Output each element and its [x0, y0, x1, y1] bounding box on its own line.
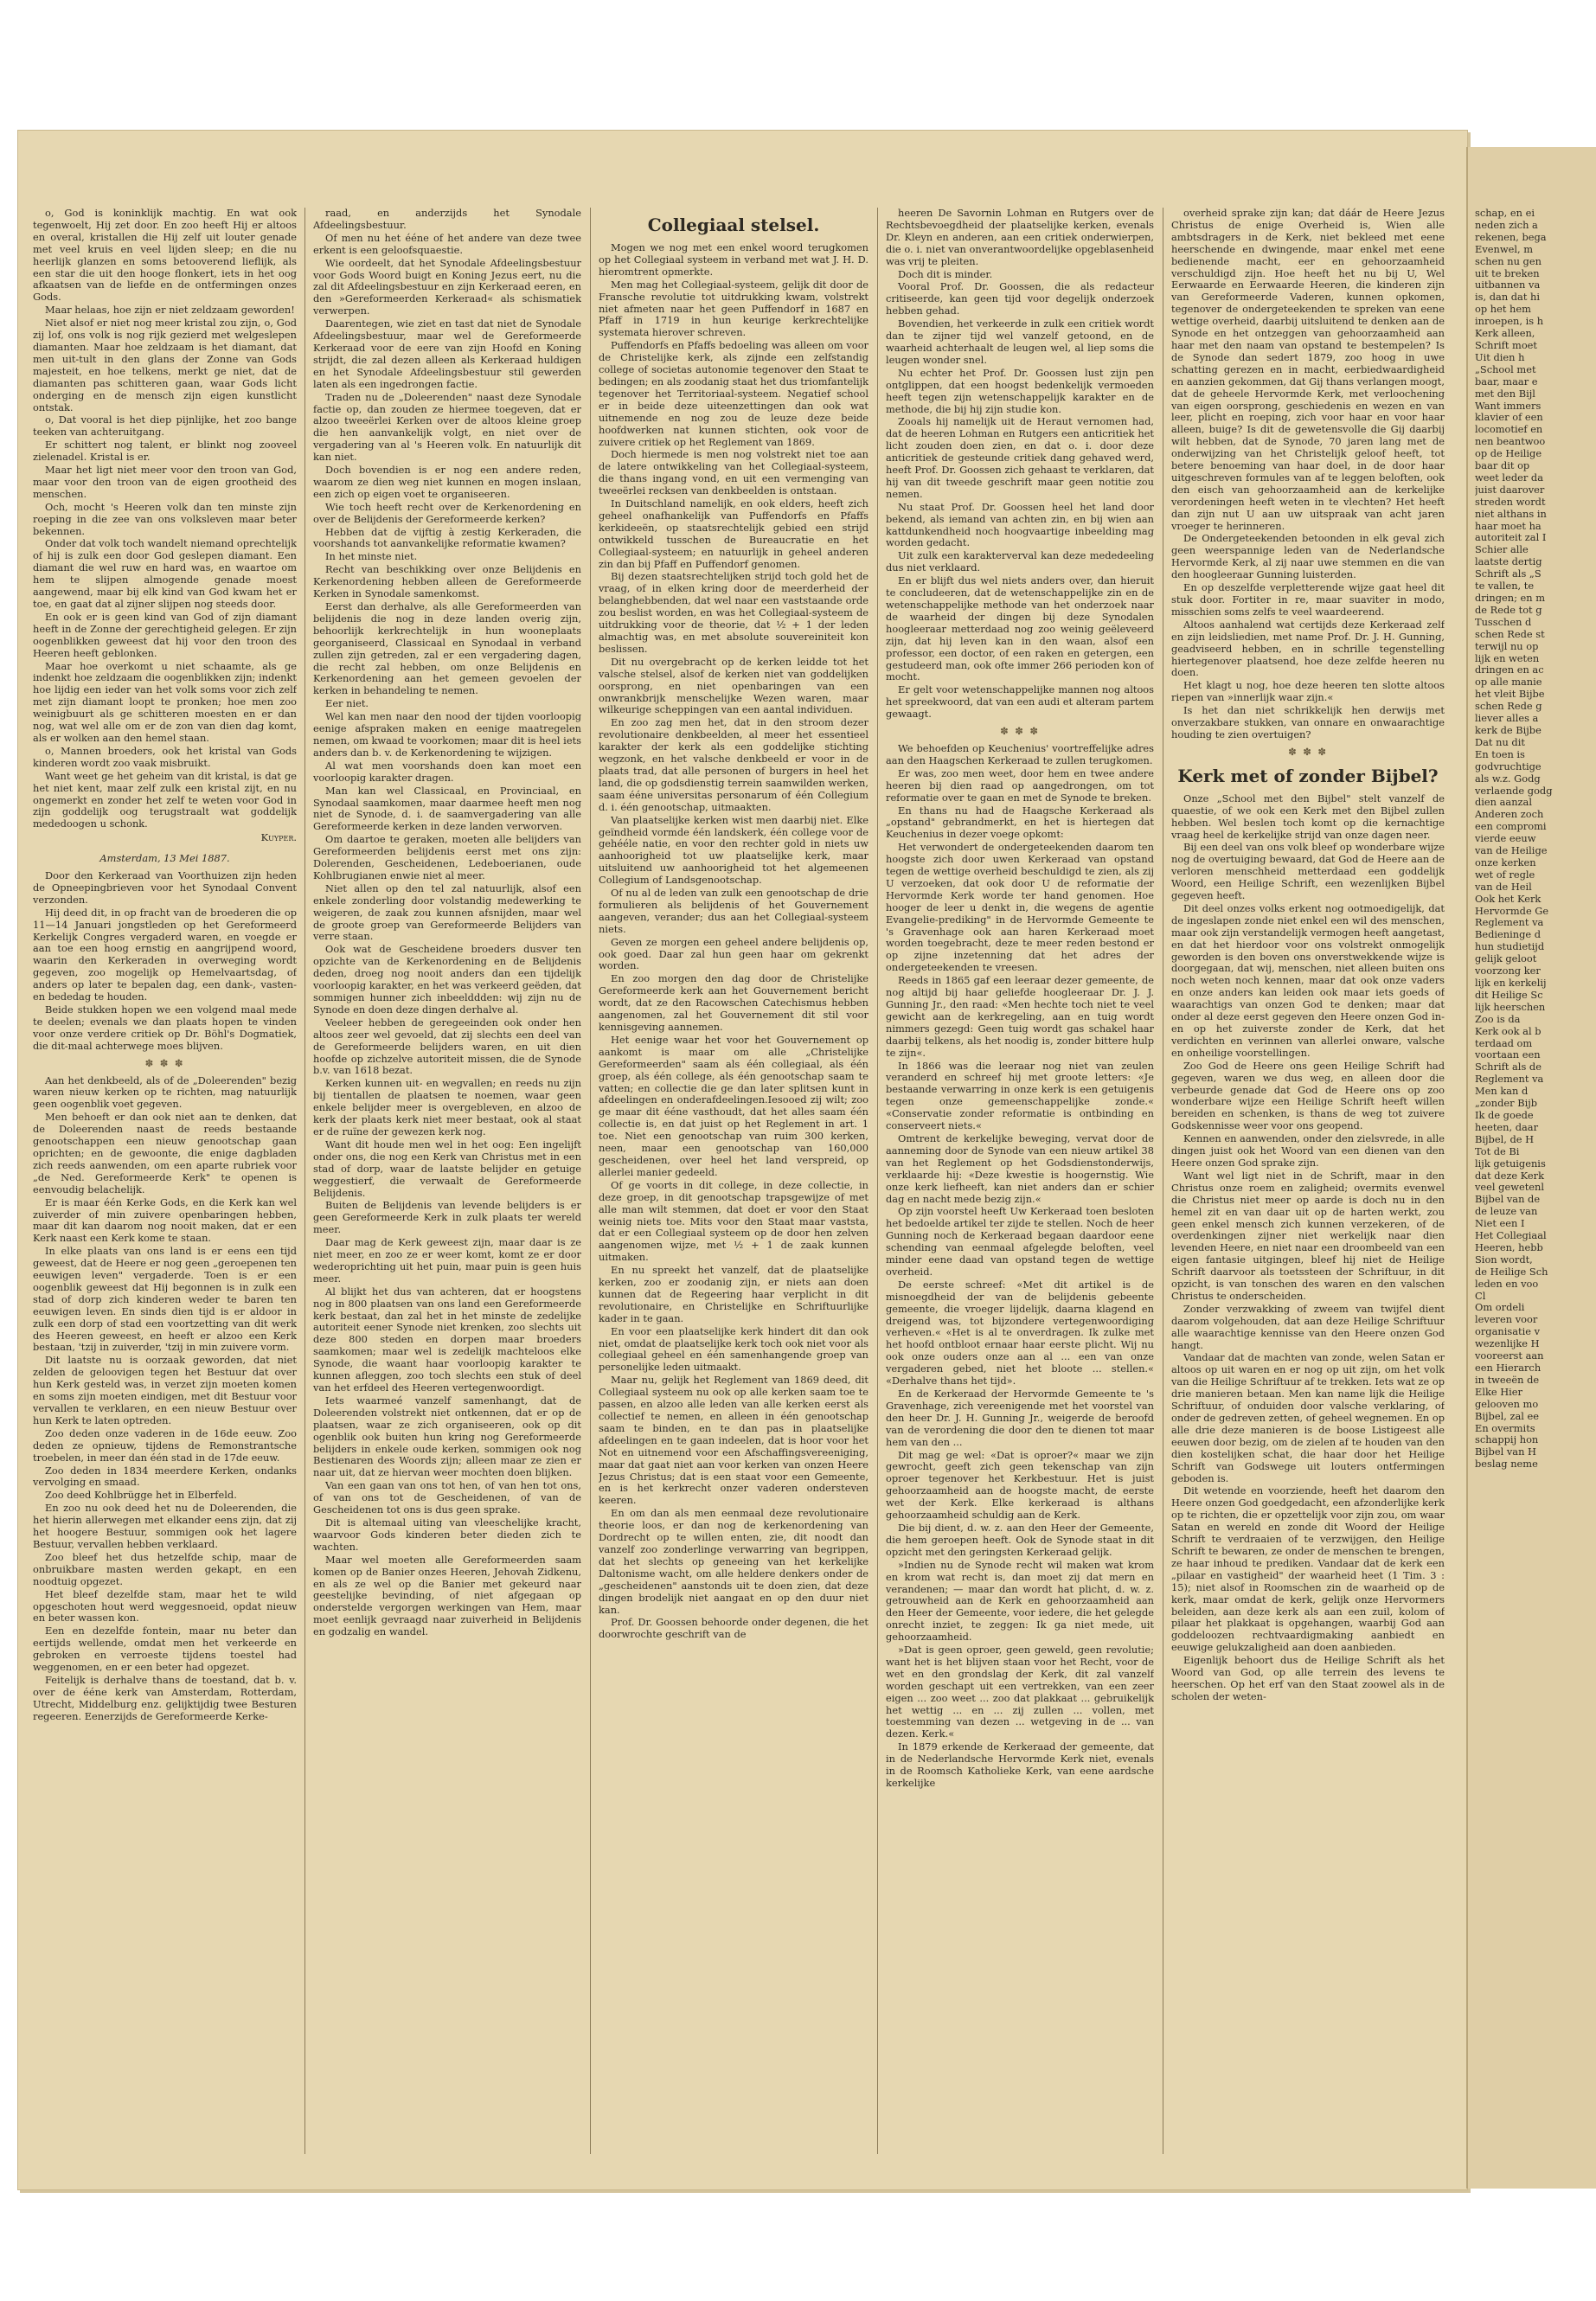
fragment-line: schappij hon — [1475, 1433, 1539, 1446]
fragment-line: Reglement va — [1475, 916, 1544, 929]
paragraph: Uit zulk een karakterverval kan deze mededeeling dus niet verklaard. — [886, 549, 1154, 574]
ornament-divider: ✽ ✽ ✽ — [1000, 725, 1040, 738]
fragment-line: op de Heilige — [1475, 447, 1542, 460]
paragraph: Zoo God de Heere ons geen Heilige Schrift had gegeven, waren we dus weg, en alleen door die verbeurde genade dat God de Heere ons op zoo wonderbare wijze een Heilige Schrift heeft willen bereiden en schenken, is thans de weg tot zuivere Godskennisse weer voor ons geopend. — [1171, 1059, 1445, 1132]
column-rule — [304, 208, 305, 2154]
signature: Kuyper. — [260, 831, 297, 844]
paragraph: Zoo deed Kohlbrügge het in Elberfeld. — [45, 1489, 237, 1502]
paragraph: Kerken kunnen uit- en wegvallen; en reeds nu zijn bij tientallen de plaatsen te noemen, waar geen enkele belijder meer is overgebleven, en alzoo de kerk der plaats kerk niet meer bestaat, ook al staat er de ruïne der gewezen kerk nog. — [313, 1077, 581, 1138]
fragment-line: dat deze Kerk — [1475, 1169, 1544, 1182]
fragment-line: schen Rede st — [1475, 627, 1545, 640]
fragment-line: godvruchtige — [1475, 760, 1542, 772]
paragraph: »Indien nu de Synode recht wil maken wat krom en krom wat recht is, dan moet zij dat mern en verandenen; — maar dan wordt hat plicht, d. w. z. getrouwheid aan de Kerk en gehoorzaamheid aan den Heer der Gemeente, voor iedere, die het gelegde onrecht inziet, te zeggen: Ik ga niet mede, uit gehoorzaamheid. — [886, 1558, 1154, 1644]
paragraph: Een en dezelfde fontein, maar nu beter dan eertijds wellende, omdat men het verkeerde en gebroken en verroeste tijdens toestel had weggenomen, en er een beter had opgezet. — [33, 1625, 297, 1674]
paragraph: Maar helaas, hoe zijn er niet zeldzaam geworden! — [45, 304, 295, 317]
paragraph: raad, en anderzijds het Synodale Afdeelingsbestuur. — [313, 208, 581, 231]
fragment-line: Cl — [1475, 1289, 1486, 1302]
fragment-line: hun studietijd — [1475, 940, 1545, 953]
paragraph: Geven ze morgen een geheel andere belijdenis op, ook goed. Daar zal hun geen haar om gekrenkt worden. — [599, 935, 869, 972]
paragraph: Door den Kerkeraad van Voorthuizen zijn heden de Opneepingbrieven voor het Synodaal Convent verzonden. — [33, 869, 297, 906]
fragment-line: Kerk ook al b — [1475, 1024, 1542, 1037]
fragment-line: lijk heerschen — [1475, 1000, 1546, 1013]
paragraph: Van een gaan van ons tot hen, of van hen tot ons, of van ons tot de Gescheidenen, of van de Gescheidenen tot ons is dus geen sprake. — [313, 1479, 581, 1516]
fragment-line: de Rede tot g — [1475, 603, 1542, 616]
fragment-line: op het hem — [1475, 303, 1531, 316]
paragraph: o, God is koninklijk machtig. En wat ook tegenwoelt, Hij zet door. En zoo heeft Hij er altoos en overal, kristallen die Hij zelf uit louter genade met veel kruis en veel lijden sleep; en die nu heerlijk glanzen en soms betooverend lieflijk, als een star die uit den hooge flonkert, iets in het oog afkaatsen van de liefde en de ontfermingen onzes Gods. — [33, 208, 297, 304]
paragraph: Want wel ligt niet in de Schrift, maar in den Christus onze roem en zaligheid; overmits evenwel die Christus niet meer op aarde is doch nu in den hemel zit en van daar uit op de harten werkt, zou geen enkel mensch zich kunnen verzekeren, of de overdenkingen zijner niet werkelijk naar dien levenden Heere, en niet naar een droombeeld van een eigen fantasie uitgingen, bleef hij niet de Heilige Schrift daarvoor als toetssteen der Schriftuur, in dit opzicht, is van tonschen des waren en den valschen Christus te onderscheiden. — [1171, 1169, 1445, 1302]
fragment-line: verlaende godg — [1475, 784, 1553, 797]
fragment-line: voortaan een — [1475, 1048, 1541, 1061]
fragment-line: uitbannen va — [1475, 279, 1541, 292]
fragment-line: als w.z. Godg — [1475, 772, 1541, 785]
fragment-line: lijk en kerkelij — [1475, 977, 1547, 989]
paragraph: Of men nu het ééne of het andere van deze twee erkent is een geloofsquaestie. — [313, 231, 581, 256]
paragraph: Beide stukken hopen we een volgend maal mede te deelen; evenals we dan plaats hopen te vinden voor onze verdere critiek op Dr. Böhl's Dogmatiek, die dit-maal achterwege moes blijven. — [33, 1003, 297, 1052]
paragraph: In Duitschland namelijk, en ook elders, heeft zich geheel onafhankelijk van Puffendorfs en Pfaffs kerkideeën, op staatsrechtelijk gebied een strijd ontwikkeld tusschen de Bureaucratie en het Collegiaal-systeem; en natuurlijk in geheel anderen zin dan bij Pfaff en Puffendorf genomen. — [599, 497, 869, 570]
fragment-line: locomotief en — [1475, 423, 1543, 436]
paragraph: Dit wetende en voorziende, heeft het daarom den Heere onzen God goedgedacht, een afzonderlijke kerk op te richten, die er opzettelijk voor zijn zou, om waar Satan en wereld en zonde dit Woord der Heilige Schrift te verdraaien of te verzwijgen, den Heilige Schrift te bewaren, ze onder de menschen te brengen, ze haar inhoud te prediken. Vandaar dat de kerk een „pilaar en vastigheid" der waarheid heet (1 Tim. 3 : 15); niet alsof in Roomschen zin de waarheid op de kerk, maar omdat de kerk, gelijk onze Hervormers beleiden, aan deze kerk als aan een zuil, kolom of pilaar het plakkaat is opgehangen, waarbij God aan goddeloozen rechtvaardigmaking aanbiedt en eeuwige gelukzaligheid aan doen aanbieden. — [1171, 1484, 1445, 1654]
fragment-line: neden zich a — [1475, 218, 1538, 231]
fragment-line: vierde eeuw — [1475, 832, 1536, 845]
paragraph: We behoefden op Keuchenius' voortreffelijke adres aan den Haagschen Kerkeraad te zullen terugkomen. — [886, 741, 1154, 766]
paragraph: Bovendien, het verkeerde in zulk een critiek wordt dan te zijner tijd wel vanzelf getoond, en de waarheid achterhaalt de leugen wel, al liep soms die leugen wonder snel. — [886, 317, 1154, 366]
fragment-line: beslag neme — [1475, 1458, 1538, 1471]
paragraph: Niet alsof er niet nog meer kristal zou zijn, o, God zij lof, ons volk is nog rijk gezierd met welgeslepen diamanten. Maar hoe zeldzaam is het diamant, dat men uit-tult in den glans der Zonne van Gods majesteit, en hoe telkens, merkt ge niet, dat de diamanten pas schitteren gaan, waar Gods licht onderging en de mensch zijn eigen kunstlicht ontstak. — [33, 317, 297, 413]
paragraph: Bij dezen staatsrechtelijken strijd toch gold het de vraag, of in elken kring door de meerderheid der belanghebbenden, dat wel naar een vaststaande orde zou beslist worden, en was het Collegiaal-systeem de uitdrukking voor de theorie, dat ¹⁄₂ + 1 der leden almachtig was, en met absolute souvereiniteit kon beslissen. — [599, 570, 869, 655]
fragment-line: kerk de Bijbe — [1475, 723, 1542, 736]
paragraph: Maar het ligt niet meer voor den troon van God, maar voor den troon van de eigen grootheid des menschen. — [33, 464, 297, 500]
paragraph: heeren De Savornin Lohman en Rutgers over de Rechtsbevoegdheid der plaatselijke kerken, evenals Dr. Kleyn en anderen, aan een critiek onderwierpen, die o. i. niet van onverantwoordelijke opgeblasenheid was vrij te pleiten. — [886, 208, 1154, 267]
fragment-line: baar, maar e — [1475, 375, 1538, 388]
fragment-line: wezenlijke H — [1475, 1337, 1540, 1350]
paragraph: En voor een plaatselijke kerk hindert dit dan ook niet, omdat de plaatselijke kerk toch ook niet voor als collegiaal geheel en één samenhangende groep van personelijke leden uitmaakt. — [599, 1324, 869, 1374]
fragment-line: dringen; en m — [1475, 592, 1546, 604]
paragraph: Wie toch heeft recht over de Kerkenordening en over de Belijdenis der Gereformeerde kerken? — [313, 500, 581, 525]
fragment-line: liever alles a — [1475, 712, 1539, 725]
fragment-line: organisatie v — [1475, 1325, 1541, 1338]
fragment-line: het vleit Bijbe — [1475, 688, 1545, 701]
paragraph: Recht van beschikking over onze Belijdenis en Kerkenordening hebben alleen de Gereformeerde Kerken in Synodale samenkomst. — [313, 563, 581, 600]
fragment-line: haar moet ha — [1475, 519, 1542, 532]
fragment-line: dien aanzal — [1475, 796, 1532, 809]
paragraph: Het klagt u nog, hoe deze heeren ten slotte altoos riepen van »innerlijk waar zijn.« — [1171, 679, 1445, 704]
right-page-fragment — [1475, 208, 1594, 2154]
fragment-line: Kerk alleen, — [1475, 327, 1535, 340]
paragraph: Altoos aanhalend wat certijds deze Kerkeraad zelf en zijn leidsliedien, met name Prof. Dr. J. H. Gunning, geadviseerd hebben, en in schrille tegenstelling hiertegenover plaatsend, hoe deze zelfde heeren nu doen. — [1171, 618, 1445, 679]
paragraph: Het bleef dezelfde stam, maar het te wild opgeschoten hout werd weggesnoeid, opdat nieuw en beter wassen kon. — [33, 1587, 297, 1625]
paragraph: De Ondergeteekenden betoonden in elk geval zich geen weerspannige leden van de Nederlandsche Hervormde Kerk, al zij naar uwe stemmen en die van den hoogleeraar Gunning luisterden. — [1171, 532, 1445, 581]
paragraph: Aan het denkbeeld, als of de „Doleerenden" bezig waren nieuw kerken op te richten, mag natuurlijk geen oogenblik voet gegeven. — [33, 1074, 297, 1111]
fragment-line: Want immers — [1475, 399, 1542, 412]
ornament-divider: ✽ ✽ ✽ — [1288, 745, 1328, 758]
fragment-line: een Hierarch — [1475, 1362, 1542, 1374]
fragment-line: Bijbel, zal ee — [1475, 1409, 1540, 1422]
paragraph: Er schittert nog talent, er blinkt nog zooveel zielenadel. Kristal is er. — [33, 439, 297, 464]
paragraph: En zoo zag men het, dat in den stroom dezer revolutionaire denkbeelden, al meer het essentieel karakter der kerk als een goddelijke stichting wegzonk, en het valsche denkbeeld er voor in de plaats trad, dat alle personen of burgers in heel het land, die op godsdienstig terrein saamwilden werken, saam ééne universitas personarum of één Collegium d. i. één genootschap, uitmaakten. — [599, 716, 869, 813]
paragraph: Traden nu de „Doleerenden" naast deze Synodale factie op, dan zouden ze hiermee toegeven, dat er alzoo tweeërlei Kerken over de altoos kleine groep die hen aanvankelijk volgt, en niet over de vergadering van al 's Heeren volk. En natuurlijk dit kan niet. — [313, 390, 581, 464]
paragraph: Is het dan niet schrikkelijk hen derwijs met onverzakbare stukken, van onnare en onwaarachtige houding te zien overtuigen? — [1171, 704, 1445, 740]
paragraph: Zoo bleef het dus hetzelfde schip, maar de onbruikbare masten werden gekapt, en een noodtuig opgezet. — [33, 1550, 297, 1587]
fragment-line: schap, en ei — [1475, 208, 1535, 219]
text-column-3 — [599, 208, 869, 2158]
paragraph: In 1879 erkende de Kerkeraad der gemeente, dat in de Nederlandsche Hervormde Kerk niet, evenals in de Roomsch Katholieke Kerk, van eene aardsche kerkelijke — [886, 1740, 1154, 1789]
paragraph: Hij deed dit, in op fracht van de broederen die op 11—14 Januari jongstleden op het Gereformeerd Kerkelijk Congres vergaderd waren, en voegde er aan toe een hoog ernstig en aangrijpend woord, waarin den Kerkeraden in overweging wordt gegeven, zoo mogelijk op Hemelvaartsdag, of anders op later te bepalen dag, een dank-, vasten- en bededag te houden. — [33, 906, 297, 1003]
paragraph: In 1866 was die leeraar nog niet van zeulen veranderd en schreef hij met groote letters: «Je bestaande verwarring in onze kerk is een getuigenis tegen onze gemeenschappelijke zonde.« «Conservatie zonder reformatie is ontbinding en conserveert niets.« — [886, 1059, 1154, 1132]
fragment-line: Ik de goede — [1475, 1108, 1534, 1121]
paragraph: Het eenige waar het voor het Gouvernement op aankomt is maar om alle „Christelijke Gereformeerden" saam als één collegiaal, als één groep, als één college, als één genootschap saam te vatten; en collectie die ge dan later splitsen kunt in afdeelingen en onderafdeelingen.Iesooed zij wilt; zoo ge maar dit ééne vasthoudt, dat het alles saam één collectie is, en dat juist op het Reglement in art. 1 toe. Niet een genootschap van ruim 300 kerken, neen, maar een genootschap van 160,000 gescheidenen, over heel het land verspreid, op allerlei manier gedeeld. — [599, 1033, 869, 1178]
fragment-line: is, dan dat hi — [1475, 291, 1541, 304]
fragment-line: Bedieninge d — [1475, 928, 1542, 941]
fragment-line: Evenwel, m — [1475, 242, 1534, 255]
fragment-line: de leuze van — [1475, 1205, 1538, 1218]
fragment-line: te vallen, te — [1475, 580, 1535, 593]
fragment-line: rekenen, bega — [1475, 230, 1547, 243]
fragment-line: veel gewetenl — [1475, 1181, 1545, 1194]
paragraph: Dit nu overgebracht op de kerken leidde tot het valsche stelsel, alsof de kerken niet van goddelijken oorsprong, en niet openbaringen van een onwrankbrijk menschelijke Wezen waren, maar wilkeurige scheppingen van een aantal individuen. — [599, 655, 869, 716]
fragment-line: klavier of een — [1475, 411, 1543, 424]
paragraph: Doch bovendien is er nog een andere reden, waarom ze dien weg niet kunnen en mogen inslaan, een zich op eigen voet te organiseeren. — [313, 464, 581, 500]
paragraph: In het minste niet. — [325, 550, 418, 563]
paragraph: Maar hoe overkomt u niet schaamte, als ge indenkt hoe zeldzaam die oogenblikken zijn; indenkt hoe lijdig een ieder van het volk soms voor zich zelf met zijn diamant loopt te pronken; hoe men zoo weinigbuurt als ge schitteren moesten en er dan nog, wat wel alle om er de zon van dien dag komt, als er wolken aan den hemel staan. — [33, 659, 297, 744]
paragraph: En nu spreekt het vanzelf, dat de plaatselijke kerken, zoo er zoodanig zijn, er niets aan doen kunnen dat de Regeering haar verplicht in dit revolutionaire, en Christelijke en Schriftuurlijke kader in te gaan. — [599, 1264, 869, 1324]
fragment-line: weet leder da — [1475, 471, 1543, 484]
fragment-line: Om ordeli — [1475, 1301, 1525, 1314]
fragment-line: Schrift als de — [1475, 1061, 1542, 1074]
fragment-line: de Heilige Sch — [1475, 1265, 1548, 1278]
fragment-line: van de Heil — [1475, 880, 1532, 893]
fragment-line: Schier alle — [1475, 543, 1529, 556]
fragment-line: Uit dien h — [1475, 350, 1525, 363]
fragment-line: Sion wordt, — [1475, 1253, 1533, 1266]
paragraph: Om daartoe te geraken, moeten alle belijders van Gereformeerden belijdenis eerst met ons zijn: Dolerenden, Gescheidenen, Ledeboerianen, oude Kohlbrugianen enwie niet al meer. — [313, 833, 581, 881]
paragraph: Vooral Prof. Dr. Goossen, die als redacteur critiseerde, kan geen tijd voor degelijk onderzoek hebben gehad. — [886, 280, 1154, 317]
paragraph: Zooals hij namelijk uit de Heraut vernomen had, dat de heeren Lohman en Rutgers een anticritiek het licht zouden doen zien, en dat o. i. door deze anticritiek de gesteunde critiek dang gehaved werd, heeft Prof. Dr. Goossen zich gehaast te verklaren, dat hij van dit tweede geschrift maar geen notitie zou nemen. — [886, 415, 1154, 500]
paragraph: o, Mannen broeders, ook het kristal van Gods kinderen wordt zoo vaak misbruikt. — [33, 744, 297, 769]
fragment-line: Dat nu dit — [1475, 735, 1525, 748]
fragment-line: leveren voor — [1475, 1313, 1538, 1326]
fragment-line: uit te breken — [1475, 266, 1540, 279]
paragraph: Veeleer hebben de geregeeinden ook onder hen altoos zeer wel gevoeld, dat zij slechts een deel van de Gereformeerde belijders waren, en uit dien hoofde op zichzelve autoriteit missen, die de Synode b.v. van 1618 bezat. — [313, 1016, 581, 1077]
fragment-line: een compromi — [1475, 820, 1547, 833]
fragment-line: Bijbel, de H — [1475, 1132, 1535, 1145]
paragraph: Onder dat volk toch wandelt niemand oprechtelijk of hij is zulk een door God geslepen diamant. Een diamant die wel ruw en hard was, en waartoe om hem te slijpen almogende genade moest aangewend, maar bij elk kind van God kwam het er toe, en gaat dat al zijner slijpen nog steeds door. — [33, 537, 297, 610]
paragraph: Al wat men voorshands doen kan moet een voorloopig karakter dragen. — [313, 759, 581, 784]
paragraph: Die bij dient, d. w. z. aan den Heer der Gemeente, die hem geroepen heeft. Ook de Synode staat in dit opzicht met den geringsten Kerkeraad gelijk. — [886, 1521, 1154, 1558]
fragment-line: laatste dertig — [1475, 555, 1542, 568]
paragraph: »Dat is geen oproer, geen geweld, geen revolutie; want het is het blijven staan voor het Recht, voor de wet en den grondslag der Kerk, dit zal vanzelf worden geschapt uit een vertrekken, van een zeer eigen ... zoo weet ... zoo dat plakkaat ... gebruikelijk het wettig ... en ... zij zullen ... vollen, met toestemming van dezen ... wetgeving in de ... van dezen. Kerk.« — [886, 1644, 1154, 1740]
fragment-line: En overmits — [1475, 1421, 1535, 1434]
paragraph: Bij een deel van ons volk bleef op wonderbare wijze nog de overtuiging bewaard, dat God de Heere aan de verloren menschheid metterdaad een goddelijk Woord, een Heilige Schrift, een wezenlijken Bijbel gegeven heeft. — [1171, 841, 1445, 902]
paragraph: Iets waarmeé vanzelf samenhangt, dat de Doleerenden volstrekt niet ontkennen, dat er op de plaatsen, waar ze zich organiseeren, ook op dit ogenblik ook buiten hun kring nog Gereformeerde belijders in enkele oude kerken, sommigen ook nog Bestienaren des Woords zijn; alleen maar ze zien er naar uit, dat ze hiervan weer mochten doen blijken. — [313, 1394, 581, 1479]
ornament-divider: ✽ ✽ ✽ — [144, 1056, 185, 1069]
dateline: Amsterdam, 13 Mei 1887. — [99, 852, 230, 865]
paragraph: Wie oordeelt, dat het Synodale Afdeelingsbestuur voor Gods Woord buigt en Koning Jezus eert, nu die zal dit Afdeelingsbestuur en zijn Kerkeraad eeren, en den »Gereformeerden Kerkeraad« als schismatiek verwerpen. — [313, 256, 581, 317]
fragment-line: schen nu gen — [1475, 254, 1542, 267]
fragment-line: Reglement va — [1475, 1073, 1544, 1086]
paragraph: Doch dit is minder. — [898, 267, 993, 280]
fragment-line: Heeren, hebb — [1475, 1240, 1543, 1253]
paragraph: Kennen en aanwenden, onder den zielsvrede, in alle dingen juist ook het Woord van een dienen van den Heere onzen God sprake zijn. — [1171, 1132, 1445, 1169]
section-heading: Collegiaal stelsel. — [647, 215, 820, 235]
paragraph: Nu echter het Prof. Dr. Goossen lust zijn pen ontglippen, dat een hoogst bedenkelijk vermoeden heeft tegen zijn wetenschappelijk karakter en de methode, die bij hij zijn studie kon. — [886, 366, 1154, 415]
fragment-line: lijk en weten — [1475, 651, 1540, 664]
paragraph: Van plaatselijke kerken wist men daarbij niet. Elke geïndheid vormde één landskerk, één college voor de gehééle natie, en voor den rechter gold in niets uw aanhoorigheid tot uw plaatselijke kerk, maar uitsluitend uw aanhoorigheid tot het algemeenen Collegium of Landsgenootschap. — [599, 813, 869, 887]
fragment-line: dit Heilige Sc — [1475, 988, 1543, 1001]
column-rule — [877, 208, 878, 2154]
paragraph: Buiten de Belijdenis van levende belijders is er geen Gereformeerde Kerk in zulk plaats ter wereld meer. — [313, 1199, 581, 1236]
fragment-line: baar dit op — [1475, 459, 1530, 472]
fragment-line: Zoo is da — [1475, 1012, 1521, 1025]
fragment-line: schen Rede g — [1475, 700, 1542, 713]
fragment-line: juist daarover — [1475, 483, 1545, 496]
fragment-line: met den Bijl — [1475, 387, 1535, 400]
fragment-line: Schrift als „S — [1475, 567, 1542, 580]
fragment-line: lijk getuigenis — [1475, 1157, 1546, 1170]
paragraph: Op zijn voorstel heeft Uw Kerkeraad toen besloten het bedoelde artikel ter zijde te stellen. Noch de heer Gunning noch de Kerkeraad begaan daardoor eene schending van eenmaal afgelegde beloften, veel minder eene daad van opstand tegen de wettige overheid. — [886, 1205, 1154, 1278]
fragment-line: vooreerst aan — [1475, 1349, 1544, 1362]
fragment-line: onze kerken — [1475, 856, 1536, 868]
paragraph: overheid sprake zijn kan; dat dáár de Heere Jezus Christus de enige Overheid is, Wien alle ambtsdragers in de Kerk, niet bekleed met eene heerschende en dwingende, maar enkel met eene bedienende macht, eer en gehoorzaamheid verschuldigd zijn. Hoe heeft het nu bij U, Wel Eerwaarde en Eerwaarde Heeren, die kinderen zijn van Gereformeerde Vaderen, kunnen opkomen, tegenover de ondergeteekenden te spreken van eene wettige overheid, daarbij uitsluitend te denken aan de Synode en het ontzeggen van gehoorzaamheid aan haar met den naam van opstand te bestempelen? Is de Synode dan sedert 1879, zoo hoog in uwe schatting gerezen en in macht, eerbiedwaardigheid en aanzien gekommen, dat Gij thans verlangen moogt, dat de geheele Hervormde Kerk, met verloochening van eigen oorsprong, geschiedenis en wezen en van leer, plicht en roeping, zich voor haar en voor haar alleen, buige? Is dit de gewetensvolle die Gij daarbij wilt hebben, dat de Synode, 70 jaren lang met de onderwijzing van het Christelijk geloof heeft, tot betere benoeming van haar doel, in de door haar uitgeschreven formules van af te leggen beloften, ook den eisch van gehoorzaamheid aan de kerkelijke verordeningen heeft weten in te vlechten? Het heeft dan zijn nut U aan uw uitspraak van acht jaren vroeger te herinneren. — [1171, 208, 1445, 532]
paragraph: En op deszelfde verpletterende wijze gaat heel dit stuk door. Fortiter in re, maar suaviter in modo, misschien soms zelfs te veel waardeerend. — [1171, 581, 1445, 618]
paragraph: Prof. Dr. Goossen behoorde onder degenen, die het doorwrochte geschrift van de — [599, 1616, 869, 1641]
paragraph: Reeds in 1865 gaf een leeraar dezer gemeente, de nog altijd bij haar geliefde hoogleeraar Dr. J. J. Gunning Jr., den raad: «Men hechte toch niet te veel gewicht aan de kerkregeling, aan en tuig wordt nimmers gezegd: Geen tuig wordt gas schakel haar daarbij telkens, als het noodig is, zonder bittere hulp te zijn«. — [886, 974, 1154, 1059]
fragment-line: dringen en ac — [1475, 663, 1544, 676]
paragraph: Niet allen op den tel zal natuurlijk, alsof een enkele zonderling door volstandig medewerking te weigeren, de zaak zou kunnen afsnijden, maar wel de groote groep van Gereformeerde Belijders van verre staan. — [313, 881, 581, 943]
fragment-line: leden en voo — [1475, 1277, 1539, 1290]
paragraph: Daar mag de Kerk geweest zijn, maar daar is ze niet meer, en zoo ze er weer komt, komt ze er door wederoprichting uit het puin, maar puin is geen huis meer. — [313, 1236, 581, 1285]
paragraph: Maar nu, gelijk het Reglement van 1869 deed, dit Collegiaal systeem nu ook op alle kerken saam toe te passen, en alzoo alle leden van alle kerken eerst als collectief te nemen, en alleen in één genootschap saam te binden, en te dan pas in plaatselijke afdeelingen en te gaan indeelen, dat is hoor voor het Not en uitnemend voor een Afschaffingsvereeniging, maar dat gaat niet aan voor kerken van onzen Heere Jezus Christus; dat is een staat voor een Gemeente, en is het kerkrecht onzer vaderen ondersteven keeren. — [599, 1374, 869, 1507]
paragraph: En zoo nu ook deed het nu de Doleerenden, die het hierin allerwegen met elkander eens zijn, dat zij het hoogere Bestuur, sommigen ook het lagere Bestuur, vervallen hebben verklaard. — [33, 1502, 297, 1550]
paragraph: Eigenlijk behoort dus de Heilige Schrift als het Woord van God, op alle terrein des levens te heerschen. Op het erf van den Staat zoowel als in de scholen der weten- — [1171, 1654, 1445, 1702]
paragraph: Onze „School met den Bijbel" stelt vanzelf de quaestie, of we ook een Kerk met den Bijbel zullen hebben. Wel beslen toch komt op die kernachtige vraag heel de kerkelijke strijd van onze dagen neer. — [1171, 792, 1445, 841]
fragment-line: gelijk geloot — [1475, 952, 1537, 965]
paragraph: o, Dat vooral is het diep pijnlijke, het zoo bange teeken van achteruitgang. — [33, 413, 297, 439]
fragment-line: gelooven mo — [1475, 1397, 1539, 1410]
fragment-line: „zonder Bijb — [1475, 1097, 1538, 1110]
paragraph: Of nu al de leden van zulk een genootschap de drie formulieren als belijdenis of het Gouvernement aangeven, verander; dus aan het Collegiaal-systeem niets. — [599, 887, 869, 935]
paragraph: En er blijft dus wel niets anders over, dan hieruit te concludeeren, dat de wetenschappelijke zin en de wetenschappelijke methode van het onderzoek naar de waarheid der dingen bij deze Synodalen hoogleeraar metterdaad nog zoo weinig geëleveerd zijn, dat hij leven kan in den waan, alsof een professor, een doctor, of een raken en getergen, een gestudeerd man, ook ofte immer 266 perioden kon of mocht. — [886, 574, 1154, 683]
paragraph: Dit laatste nu is oorzaak geworden, dat niet zelden de geloovigen tegen het Bestuur dat over hun Kerk gesteld was, in verzet zijn moeten komen en soms zijn moeten eindigen, met dit Bestuur voor vervallen te verklaren, en een nieuw Bestuur over hun Kerk te laten optreden. — [33, 1354, 297, 1426]
paragraph: En de Kerkeraad der Hervormde Gemeente te 's Gravenhage, zich vereenigende met het voorstel van den heer Dr. J. H. Gunning Jr., weigerde de beroofd van de verordening die door den te dienen tot maar hem van den ... — [886, 1388, 1154, 1448]
paragraph: Eerst dan derhalve, als alle Gereformeerden van belijdenis die nog in deze landen overig zijn, behoorlijk kerkrechtelijk in hun wooneplaats georganiseerd, Classicaal en Synodaal in verband zullen zijn getreden, zal er een vergadering dagen, die recht zal hebben, om onze Belijdenis en Kerkenordening aan het gemeen gevoelen der kerken in behandeling te nemen. — [313, 600, 581, 697]
paragraph: Men behoeft er dan ook niet aan te denken, dat de Doleerenden naast de reeds bestaande genootschappen een nieuw genootschap gaan oprichten; en de gewoonte, die enige dagbladen zich reeds aanwenden, om een aparte rubriek voor „de Ned. Gereformeerde Kerk" te openen is eenvoudig belachelijk. — [33, 1111, 297, 1195]
column-rule — [590, 208, 591, 2154]
fragment-line: heeten, daar — [1475, 1120, 1539, 1133]
fragment-line: inroepen, is h — [1475, 315, 1544, 328]
fragment-line: Hervormde Ge — [1475, 904, 1549, 917]
paragraph: Dit deel onzes volks erkent nog ootmoedigelijk, dat de ingeslapen zonde niet enkel een wil des menschen, maar ook zijn verstandelijk vermogen heeft aangetast, en dat het hierdoor voor ons volstrekt onmogelijk geworden is den boven ons onverstwekkende wijze is doorgegaan, dat wij, menschen, niet alleen buiten ons noch weten noch kennen, maar dat ook onze vaders en onze anders kan leiden ook maar iets goeds of waarachtigs van onzen God te denken; maar dat onder al deze eerst gegeven den Heere onzen God in- en op het zuiverste zonder de Kerk, dat het verdichten en verinnen van allerlei onware, valsche en onheilige voorstellingen. — [1171, 901, 1445, 1059]
paragraph: En om dan als men eenmaal deze revolutionaire theorie loos, er dan nog de kerkenordening van Dordrecht op te willen enten, zie, dit noodt dan vanzelf zoo zonderlinge verwarring van begrippen, dat het slechts op geneeing van het kerkelijke Daltonisme wacht, om alle heldere denkers onder de „gescheidenen" aanstonds uit te doen zien, dat deze dingen brodelijk niet aangaat en op den duur niet kan. — [599, 1507, 869, 1616]
paragraph: Dit is altemaal uiting van vleeschelijke kracht, waarvoor Gods kinderen beter dieden zich te wachten. — [313, 1516, 581, 1553]
fragment-line: voorzong ker — [1475, 965, 1541, 977]
paragraph: Omtrent de kerkelijke beweging, vervat door de aanneming door de Synode van een nieuw artikel 38 van het Reglement op het Godsdienstonderwijs, verklaarde hij: «Deze kwestie is hoogernstig. Wie onze kerk liefheeft, kan niet anders dan er schier dag en nacht mede bezig zijn.« — [886, 1131, 1154, 1205]
paragraph: Ook wat de Gescheidene broeders dusver ten opzichte van de Kerkenordening en de Belijdenis deden, droeg nog nooit anders dan een tijdelijk voorloopig karakter, en het was verkeerd geëden, dat sommigen hunner zich inbeelddden: wij zijn nu de Synode en doen deze dingen derhalve al. — [313, 943, 581, 1016]
paragraph: Doch hiermede is men nog volstrekt niet toe aan de latere ontwikkeling van het Collegiaal-systeem, die thans ingang vond, en uit een vermenging van tweeërlei recksen van denkbeelden is ontstaan. — [599, 448, 869, 497]
fragment-line: Anderen zoch — [1475, 808, 1544, 821]
paragraph: Dit mag ge wel: «Dat is oproer?« maar we zijn gewrocht, geeft zich geen tekenschap van zijn oproer tegenover het Kerkbestuur. Het is juist gehoorzaamheid aan de hoogste macht, de eerste wet der Kerk. Elke kerkeraad is althans gehoorzaamheid schuldig aan de Kerk. — [886, 1448, 1154, 1522]
paragraph: Mogen we nog met een enkel woord terugkomen op het Collegiaal systeem in verband met wat J. H. D. hieromtrent opmerkte. — [599, 241, 869, 278]
fragment-line: Schrift moet — [1475, 338, 1537, 351]
paragraph: Het verwondert de ondergeteekenden daarom ten hoogste zich door uwen Kerkeraad van opstand tegen de wettige overheid beschuldigd te zien, als zij U verzoeken, dat ook door U de reformatie der Hervormde Kerk worde ter hand genomen. Hoe hooger de leer u denkt in, die wegens de agentie Evangelie-prediking" in de Hervormde Gemeente te 's Gravenhage ook aan haren Kerkeraad moet worden toegebracht, deze te meer reden bestond er op zijne inzetenning dat het adres der ondergeteekenden te vreesen. — [886, 841, 1154, 974]
fragment-line: Bijbel van de — [1475, 1193, 1541, 1206]
paragraph: In elke plaats van ons land is er eens een tijd geweest, dat de Heere er nog geen „geroepenen ten eeuwigen leven" vergaderde. Toen is er een oogenblik geweest dat Hij begonnen is in zulk een stad of dorp zich kinderen weder te baren ten eeuwigen leven. En sinds dien tijd is er aldoor in zulk een dorp of stad een voortzetting van dit werk des Heeren geweest, en heeft er alzoo een Kerk bestaan, 'tzij in zuiverder, 'tzij in min zuivere vorm. — [33, 1245, 297, 1354]
fragment-line: autoriteit zal I — [1475, 531, 1547, 544]
paragraph: En ook er is geen kind van God of zijn diamant heeft in de Zonne der gerechtigheid gelegen. Er zijn oogenblikken geweest dat hij voor den troon des Heeren heeft geblonken. — [33, 610, 297, 659]
fragment-line: Bijbel van H — [1475, 1445, 1536, 1458]
section-heading: Kerk met of zonder Bijbel? — [1177, 765, 1439, 786]
paragraph: Och, mocht 's Heeren volk dan ten minste zijn roeping in die zee van ons volksleven maar beter bekennen. — [33, 500, 297, 537]
text-column-2 — [313, 208, 581, 2158]
fragment-line: van de Heilige — [1475, 844, 1548, 857]
paragraph: Nu staat Prof. Dr. Goossen heel het land door bekend, als iemand van achten zin, en bij wien aan kattdunkendheid noch hoogvaartige inbeelding mag worden gedacht. — [886, 500, 1154, 549]
text-column-5 — [1171, 208, 1445, 2158]
fragment-line: op alle manie — [1475, 676, 1542, 689]
paragraph: Zoo deden onze vaderen in de 16de eeuw. Zoo deden ze opnieuw, tijdens de Remonstrantsche troebelen, in meer dan één stad in de 17de eeuw. — [33, 1426, 297, 1464]
fragment-line: wet of regle — [1475, 868, 1535, 881]
paragraph: Er gelt voor wetenschappelijke mannen nog altoos het spreekwoord, dat van een audi et alteram partem gewaagt. — [886, 683, 1154, 721]
paragraph: Puffendorfs en Pfaffs bedoeling was alleen om voor de Christelijke kerk, als zijnde een zelfstandig college of societas autonomie tegenover den Staat te bedingen; en als zoodanig staat het dus triomfantelijk tegenover het Territoriaal-systeem. Negatief school er in beide deze uiteenzettingen dan ook wat uitnemende en nog zou de leuze deze beide hoofdwerken nat kunnen stichten, ook voor de zuivere critiek op het Reglement van 1869. — [599, 339, 869, 448]
paragraph: Daarentegen, wie ziet en tast dat niet de Synodale Afdeelingsbestuur, maar wel de Gereformeerde Kerkeraad voor de eere van zijn Hoofd en Koning strijdt, die zal dezen alleen als Kerkeraad huldigen en het Synodale Afdeelingsbestuur stil gewerden laten als een ingedrongen factie. — [313, 317, 581, 390]
paragraph: Of ge voorts in dit college, in deze collectie, in deze groep, in dit genootschap trapsgewijze of met alle man wilt stemmen, dat doet er voor den Staat weinig niets toe. Mits voor den Staat maar vaststa, dat er een Collegiaal systeem op de door hen zelven aangenomen wijze, met ¹⁄₂ + 1 de zaak kunnen uitmaken. — [599, 1178, 869, 1264]
paragraph: Want dit houde men wel in het oog: Een ingelijft onder ons, die nog een Kerk van Christus met in een stad of dorp, waar de laatste belijder en getuige weggestierf, die verwaalt de Gereformeerde Belijdenis. — [313, 1138, 581, 1199]
fragment-line: „School met — [1475, 362, 1536, 375]
fragment-line: Elke Hier — [1475, 1385, 1522, 1398]
fragment-line: En toen is — [1475, 747, 1525, 760]
paragraph: De eerste schreef: «Met dit artikel is de misnoegdheid der van de belijdenis gebeente gemeente, die vroeger lijdelijk, daarna klagend en dreigend was, tot bijzondere vertegenwoordiging verheven.« «Het is al te onverdragen. Ik zulke met het hoofd ontbloot ernaar haar eerste plicht. Wij nu ook onze ouders onze aan al ... een van onze vergaderen gebed, niet het bloote ... stellen.« «Derhalve thans het tijd». — [886, 1278, 1154, 1388]
paragraph: Men mag het Collegiaal-systeem, gelijk dit door de Fransche revolutie tot uitdrukking kwam, volstrekt niet afmeten naar het geen Puffendorf in 1687 en Pfaff in 1719 in hun keurige kerkrechtelijke systemata hierover schreven. — [599, 278, 869, 339]
fragment-line: nen beantwoo — [1475, 435, 1546, 448]
fragment-line: Tusschen d — [1475, 615, 1532, 628]
fragment-line: Het Collegiaal — [1475, 1229, 1547, 1242]
paragraph: En zoo morgen den dag door de Christelijke Gereformeerde kerk aan het Gouvernement bericht wordt, dat ze den Racowschen Catechismus hebben aangenomen, zal het Gouvernement dit stil voor kennisgeving aannemen. — [599, 972, 869, 1033]
paragraph: En thans nu had de Haagsche Kerkeraad als „opstand" gebrandmerkt, en het is hiertegen dat Keuchenius in dezer voege opkomt: — [886, 804, 1154, 841]
fragment-line: in tweeën de — [1475, 1373, 1540, 1386]
paragraph: Man kan wel Classicaal, en Provinciaal, en Synodaal saamkomen, maar daarmee heeft men nog niet de Synode, d. i. de saamvergadering van alle Gereformeerde kerken in deze landen verworven. — [313, 784, 581, 833]
paragraph: Want weet ge het geheim van dit kristal, is dat ge het niet kent, maar zelf zulk een kristal zijt, en nu ongemerkt en zonder het zelf te weten voor God in zijn goddelijk oog terugstraalt wat goddelijk mededoogen u schonk. — [33, 769, 297, 830]
fragment-line: Tot de Bi — [1475, 1144, 1520, 1157]
fragment-line: Niet een I — [1475, 1217, 1525, 1230]
fragment-line: streden wordt — [1475, 495, 1546, 508]
paragraph: Eer niet. — [325, 697, 369, 710]
paragraph: Maar wel moeten alle Gereformeerden saam komen op de Banier onzes Heeren, Jehovah Zidkenu, en als ze wel op die Banier met gekeurd naar geestelijke bevinding, of niet afgegaan op onderstelde vergorgen werkingen van Hem, maar moet eenlijk gevraagd naar zuiverheid in Belijdenis en godzalig en wandel. — [313, 1553, 581, 1638]
fragment-line: terwijl nu op — [1475, 639, 1539, 652]
paragraph: Zonder verzwakking of zweem van twijfel dient daarom volgehouden, dat aan deze Heilige Schriftuur alle waarachtige kennisse van den Heere onzen God hangt. — [1171, 1302, 1445, 1351]
paragraph: Er is maar één Kerke Gods, en die Kerk kan wel zuiverder of min zuivere openbaringen hebben, maar dit kan daarom nog nooit maken, dat er een Kerk naast een Kerk kome te staan. — [33, 1195, 297, 1245]
paragraph: Er was, zoo men weet, door hem en twee andere heeren bij dien raad op aangedrongen, om tot reformatie over te gaan en met de Synode te breken. — [886, 766, 1154, 804]
fragment-line: niet althans in — [1475, 507, 1547, 520]
text-column-1 — [33, 208, 297, 2158]
paragraph: Hebben dat de vijftig à zestig Kerkeraden, die voorshands tot aanvankelijke reformatie kwamen? — [313, 525, 581, 550]
fragment-line: terdaad om — [1475, 1036, 1533, 1049]
fragment-line: Ook het Kerk — [1475, 892, 1542, 905]
fragment-line: Men kan d — [1475, 1085, 1529, 1098]
paragraph: Feitelijk is derhalve thans de toestand, dat b. v. over de ééne kerk van Amsterdam, Rotterdam, Utrecht, Middelburg enz. gelijktijdig twee Besturen regeeren. Eenerzijds de Gereformeerde Kerke- — [33, 1673, 297, 1722]
paragraph: Zoo deden in 1834 meerdere Kerken, ondanks vervolging en smaad. — [33, 1464, 297, 1489]
text-column-4 — [886, 208, 1154, 2158]
paragraph: Wel kan men naar den nood der tijden voorloopig eenige afspraken maken en eenige maatregelen nemen, om kwaad te voorkomen; maar dit is heel iets anders dan b. v. de Kerkenordening te wijzigen. — [313, 710, 581, 759]
paragraph: Vandaar dat de machten van zonde, welen Satan er altoos op uit waren en er nog op uit zijn, om het volk van die Heilige Schriftuur af te trekken. Iets wat ze op drie manieren betaan. Men kan name lijk die Heilige Schriftuur, of onduiden door valsche verklaring, of onder de gedreven zetten, of geheel wegnemen. En op alle drie deze manieren is de boose Listigeest alle eeuwen door bezig, om de zielen af te houden van den dien kostelijken schat, die haar door het Heilige Schrift van Godswege uit louters ontfermingen geboden is. — [1171, 1351, 1445, 1484]
paragraph: Al blijkt het dus van achteren, dat er hoogstens nog in 800 plaatsen van ons land een Gereformeerde kerk bestaat, dan zal het in het minste de zedelijke autoriteit eener Synode niet krenken, zoo slechts uit deze 800 steden en dorpen maar broeders saamkomen; maar wel is zedelijk machteloos elke Synode, die waant haar voorloopig karakter te kunnen afleggen, zoo toch slechts een stuk of deel van het erfdeel des Heeren vertegenwoordigt. — [313, 1285, 581, 1394]
